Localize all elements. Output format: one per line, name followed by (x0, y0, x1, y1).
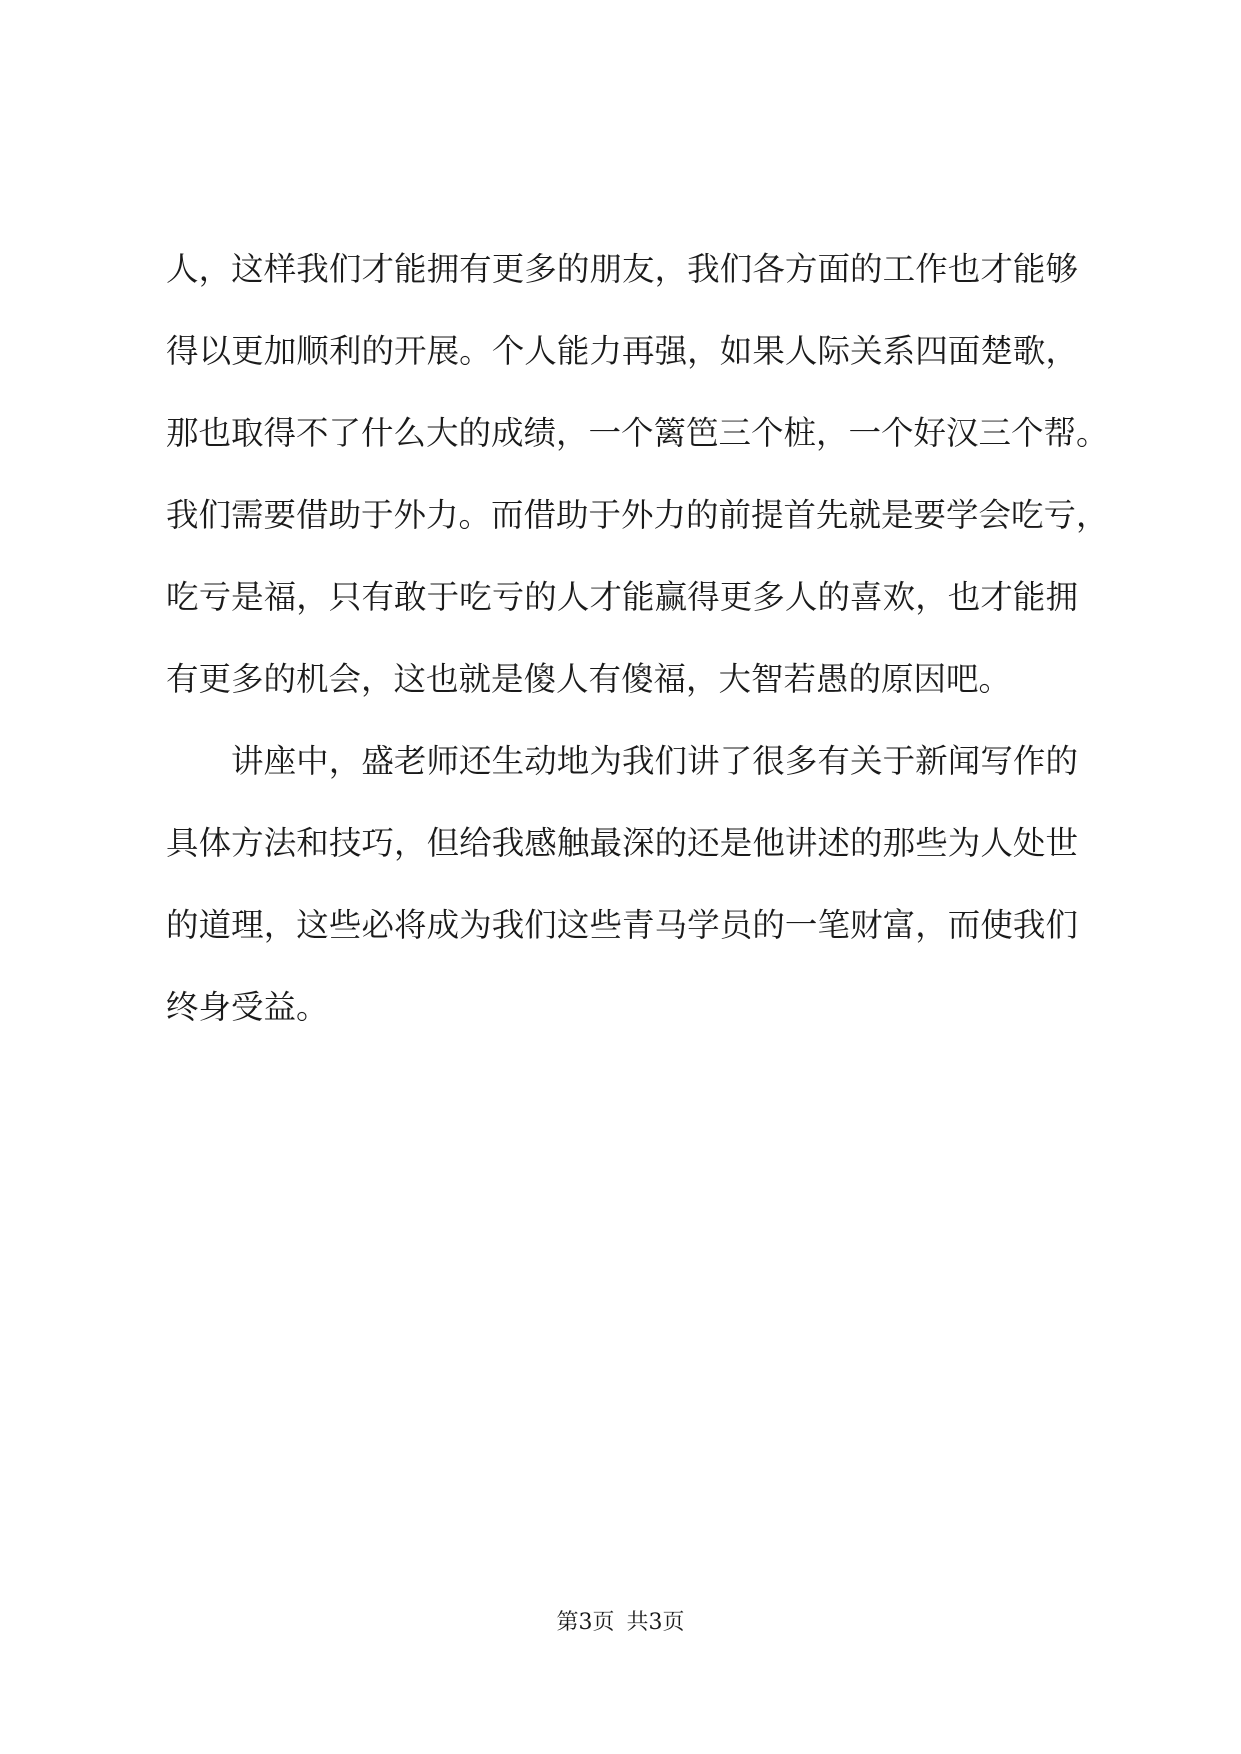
paragraph-2 (166, 720, 1078, 1048)
text-line: 讲座中，盛老师还生动地为我们讲了很多有关于新闻写作的 (231, 742, 1078, 780)
text-line: 有更多的机会，这也就是傻人有傻福，大智若愚的原因吧。 (166, 660, 1012, 698)
text-line: 人，这样我们才能拥有更多的朋友，我们各方面的工作也才能够 (166, 250, 1078, 288)
document-body (166, 228, 1109, 1048)
text-line: 具体方法和技巧，但给我感触最深的还是他讲述的那些为人处世 (166, 824, 1078, 862)
text-line: 我们需要借助于外力。而借助于外力的前提首先就是要学会吃亏， (166, 496, 1109, 534)
text-line: 得以更加顺利的开展。个人能力再强，如果人际关系四面楚歌， (166, 332, 1078, 370)
page-number: 第3页 (556, 1610, 615, 1635)
text-line: 终身受益。 (166, 988, 329, 1026)
paragraph-1 (166, 228, 1109, 720)
page-total: 共3页 (626, 1610, 685, 1635)
text-line: 吃亏是福，只有敢于吃亏的人才能赢得更多人的喜欢，也才能拥 (166, 578, 1078, 616)
page-footer (0, 1608, 1241, 1638)
text-line: 的道理，这些必将成为我们这些青马学员的一笔财富，而使我们 (166, 906, 1078, 944)
text-line: 那也取得不了什么大的成绩，一个篱笆三个桩，一个好汉三个帮。 (166, 414, 1109, 452)
